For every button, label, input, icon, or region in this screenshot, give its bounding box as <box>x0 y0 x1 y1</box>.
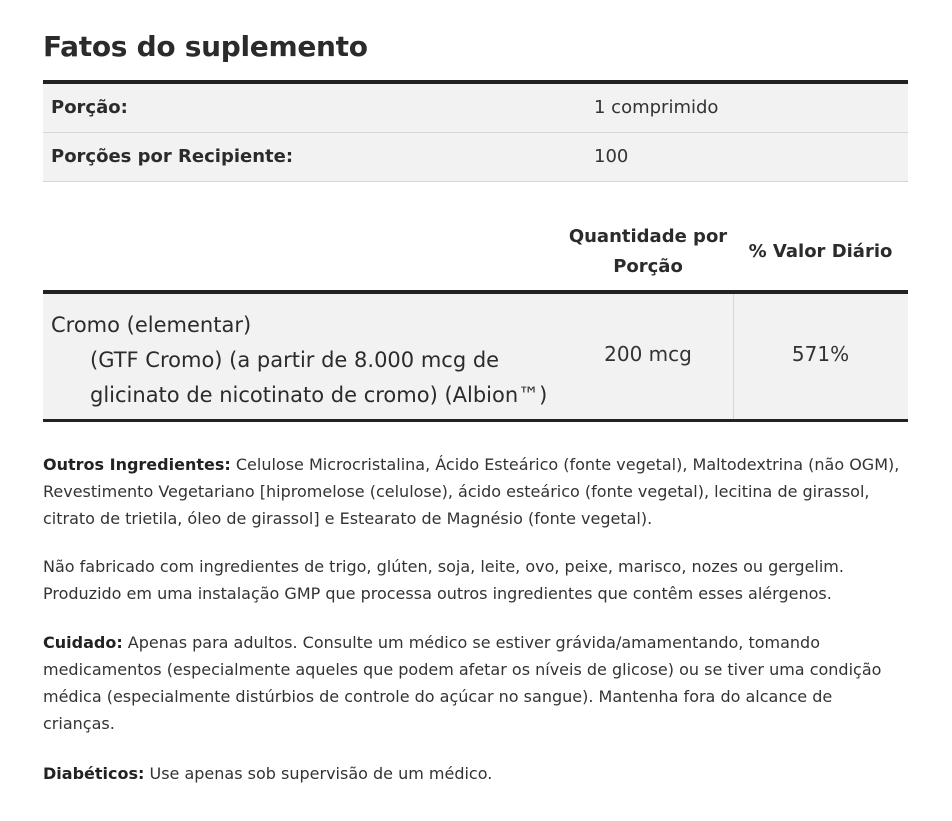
page-title: Fatos do suplemento <box>43 30 368 63</box>
serving-size-row <box>43 84 908 133</box>
allergen-text: Não fabricado com ingredientes de trigo, glúten, soja, leite, ovo, peixe, marisco, nozes ou gergelim. Produzido em uma instalação GMP que processa outros ingredientes que contêm esses alérgenos. <box>43 557 844 603</box>
servings-per-container-label: Porções por Recipiente: <box>51 146 294 167</box>
serving-info-table <box>43 80 908 182</box>
nutrient-daily-value: 571% <box>791 342 850 366</box>
nutrient-column-headers <box>43 222 908 290</box>
amount-header-line1: Quantidade por <box>568 226 728 247</box>
other-ingredients-label: Outros Ingredientes: <box>43 455 231 474</box>
nutrient-detail: (GTF Cromo) (a partir de 8.000 mcg de glicinato de nicotinato de cromo) (Albion™) <box>90 348 548 407</box>
servings-per-container-value: 100 <box>594 146 629 167</box>
diabetics-label: Diabéticos: <box>43 764 145 783</box>
nutrient-name: Cromo (elementar) <box>51 313 252 337</box>
daily-value-header: % Valor Diário <box>748 241 893 262</box>
amount-header-line2: Porção <box>613 256 683 277</box>
caution-label: Cuidado: <box>43 633 123 652</box>
caution-paragraph <box>43 629 908 737</box>
caution-text: Apenas para adultos. Consulte um médico se estiver grávida/amamentando, tomando medicamentos (especialmente aqueles que podem afetar os níveis de glicose) ou se tiver uma condição médica (especialmente distúrbios de controle do açúcar no sangue). Mantenha fora do alcance de crianças. <box>43 633 882 733</box>
amount-per-serving-header <box>558 222 738 282</box>
serving-size-value: 1 comprimido <box>594 97 719 118</box>
other-ingredients-text: Celulose Microcristalina, Ácido Esteárico (fonte vegetal), Maltodextrina (não OGM), Revestimento Vegetariano [hipromelose (celulose), ácido esteárico (fonte vegetal), lecitina de girassol, citrato de trietila, óleo de girassol] e Estearato de Magnésio (fonte vegetal). <box>43 455 900 528</box>
serving-size-label: Porção: <box>51 97 128 118</box>
diabetics-text: Use apenas sob supervisão de um médico. <box>144 764 493 783</box>
nutrient-amount: 200 mcg <box>604 342 692 366</box>
allergen-paragraph <box>43 553 908 607</box>
servings-per-container-row <box>43 133 908 182</box>
nutrient-row <box>43 290 908 422</box>
diabetics-paragraph <box>43 760 908 787</box>
other-ingredients-paragraph <box>43 451 908 532</box>
